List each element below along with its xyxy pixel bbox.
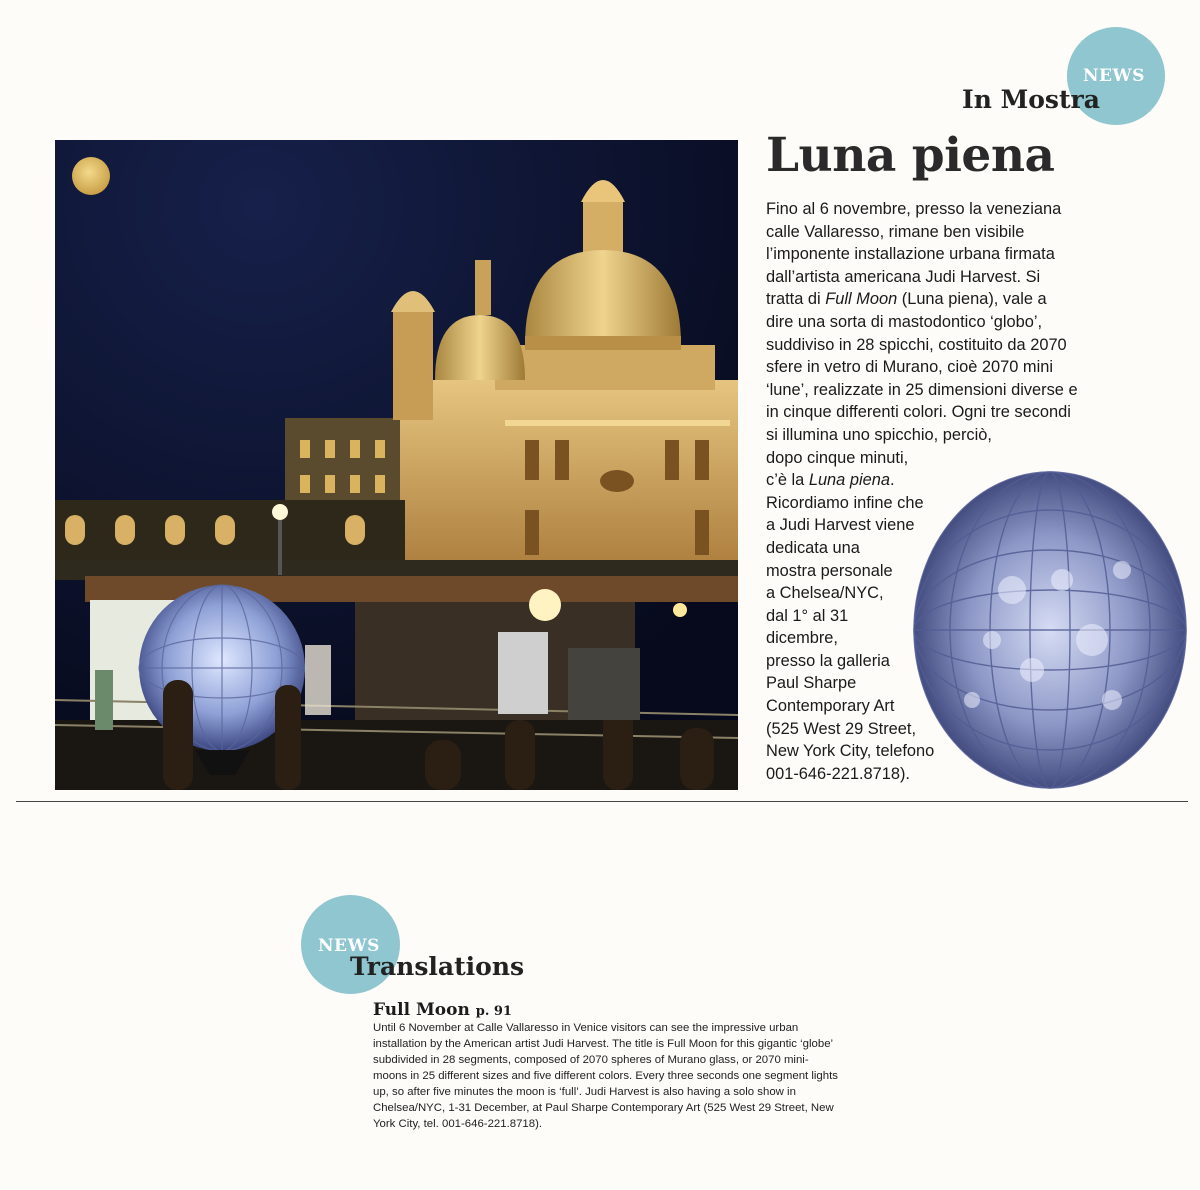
body-line: c’è la Luna piena. <box>766 471 895 490</box>
venice-night-photo <box>55 140 738 790</box>
body-line: presso la galleria <box>766 651 890 670</box>
body-line: dicembre, <box>766 629 838 648</box>
translation-line: Chelsea/NYC, 1-31 December, at Paul Sharpe Contemporary Art (525 West 29 Street, New <box>373 1102 834 1114</box>
section-divider <box>16 801 1188 802</box>
body-line: 001-646-221.8718). <box>766 764 910 783</box>
news-badge-top-label: NEWS <box>1083 66 1145 86</box>
news-badge-translations-label: NEWS <box>318 936 380 956</box>
translation-line: Until 6 November at Calle Vallaresso in Venice visitors can see the impressive urban <box>373 1022 799 1034</box>
body-line: Contemporary Art <box>766 697 895 716</box>
body-line: a Judi Harvest viene <box>766 516 915 535</box>
body-line: ‘lune’, realizzate in 25 dimensioni diverse e <box>766 380 1078 399</box>
body-line: tratta di Full Moon (Luna piena), vale a <box>766 290 1047 309</box>
body-line: (525 West 29 Street, <box>766 719 917 738</box>
translation-line: up, so after five minutes the moon is ‘full’. Judi Harvest is also having a solo show in <box>373 1086 796 1098</box>
body-line: dire una sorta di mastodontico ‘globo’, <box>766 312 1043 331</box>
body-line: dal 1° al 31 <box>766 606 849 625</box>
translation-title <box>373 1000 512 1020</box>
translation-line: York City, tel. 001-646-221.8718). <box>373 1118 543 1130</box>
glass-globe-closeup-illustration <box>912 470 1188 790</box>
body-line: sfere in vetro di Murano, cioè 2070 mini <box>766 358 1053 377</box>
body-line: dopo cinque minuti, <box>766 448 909 467</box>
translation-line: installation by the American artist Judi Harvest. The title is Full Moon for this gigantic ‘globe’ <box>373 1038 834 1050</box>
body-line: New York City, telefono <box>766 742 935 761</box>
translation-body <box>373 1020 883 1132</box>
body-line: Fino al 6 novembre, presso la veneziana <box>766 200 1062 218</box>
body-line: l’imponente installazione urbana firmata <box>766 245 1055 264</box>
body-line: a Chelsea/NYC, <box>766 584 884 603</box>
body-line: dedicata una <box>766 538 860 557</box>
body-line: mostra personale <box>766 561 893 580</box>
glass-globe-closeup <box>912 470 1188 790</box>
body-line: in cinque differenti colori. Ogni tre secondi <box>766 403 1071 422</box>
translation-line: moons in 25 different sizes and five different colors. Every three seconds one segment lights <box>373 1070 838 1082</box>
moon-icon <box>72 157 110 195</box>
body-line: suddiviso in 28 spicchi, costituito da 2070 <box>766 335 1067 354</box>
section-title-in-mostra: In Mostra <box>962 85 1100 114</box>
body-line: dall’artista americana Judi Harvest. Si <box>766 267 1041 286</box>
headline: Luna piena <box>766 128 1055 183</box>
body-line: Paul Sharpe <box>766 674 857 693</box>
translation-title-text: Full Moon <box>373 1000 470 1020</box>
body-line: calle Vallaresso, rimane ben visibile <box>766 222 1025 241</box>
body-line: Ricordiamo infine che <box>766 493 924 512</box>
translation-page-ref: p. 91 <box>475 1004 512 1019</box>
translation-line: subdivided in 28 segments, composed of 2070 spheres of Murano glass, or 2070 mini- <box>373 1054 809 1066</box>
section-title-translations: Translations <box>350 952 525 981</box>
venice-night-photo-illustration <box>55 140 738 790</box>
body-line: si illumina uno spicchio, perciò, <box>766 425 992 444</box>
